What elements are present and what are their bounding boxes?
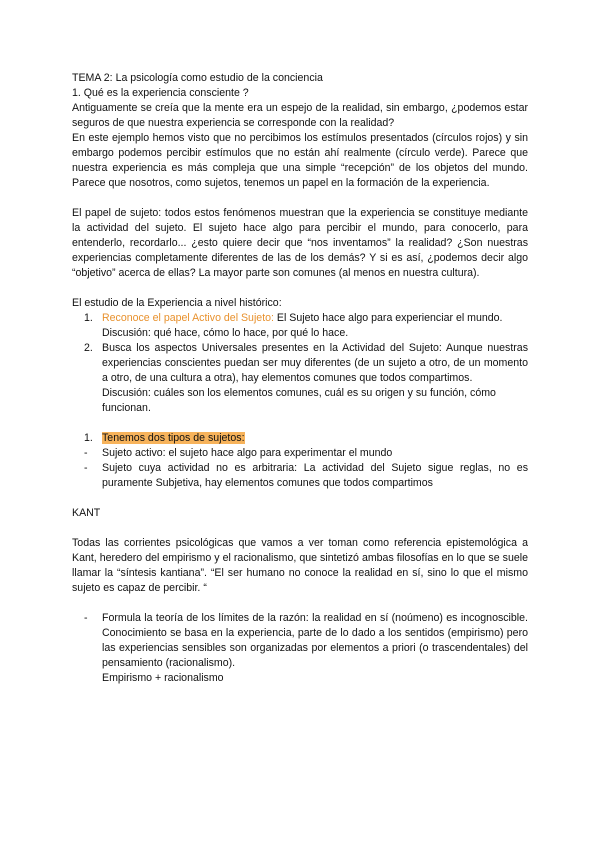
- list-item-text: Busca los aspectos Universales presentes en la Actividad del Sujeto: Aunque nuestras experiencias conscientes puedan ser muy diferentes (de un sujeto a otro, de un momento a otro, de una cultura a otra), hay elementos comunes que todos compartimos.: [102, 342, 528, 384]
- dash-marker: -: [84, 462, 88, 474]
- list-item: [72, 311, 528, 341]
- highlight-text: Reconoce el papel Activo del Sujeto:: [102, 312, 274, 324]
- paragraph-example: En este ejemplo hemos visto que no percibimos los estímulos presentados (círculos rojos) y sin embargo podemos percibir estímulos que no están ahí realmente (círculo verde). Parece que nuestra experiencia es más compleja que una simple “recepción” de los objetos del mundo. Parece que nosotros, como sujetos, tenemos un papel en la formación de la experiencia.: [72, 132, 528, 189]
- list-item-extra: Empirismo + racionalismo: [102, 672, 224, 684]
- list-item-text: Sujeto activo: el sujeto hace algo para experimentar el mundo: [102, 447, 393, 459]
- list-marker: 1.: [84, 312, 93, 324]
- highlighted-heading: Tenemos dos tipos de sujetos:: [102, 432, 245, 444]
- document-page: [72, 71, 528, 686]
- list-item-text: Formula la teoría de los límites de la razón: la realidad en sí (noúmeno) es incognoscible. Conocimiento se basa en la experiencia, parte de lo dado a los sentidos (empirismo) pero las experiencias sensibles son organizadas por elementos a priori (o trascendentales) del pensamiento (racionalismo).: [102, 612, 528, 669]
- discussion-text: Discusión: qué hace, cómo lo hace, por qué lo hace.: [102, 327, 349, 339]
- list-item: [72, 446, 528, 461]
- list-item: [72, 611, 528, 686]
- subjects-dash-list: [72, 446, 528, 491]
- list-marker: 1.: [84, 432, 93, 444]
- list-item: [72, 341, 528, 416]
- list-item: [72, 431, 528, 446]
- list-item-text: Sujeto cuya actividad no es arbitraria: La actividad del Sujeto sigue reglas, no es puramente Subjetiva, hay elementos comunes que todos compartimos: [102, 462, 528, 489]
- historic-list: [72, 311, 528, 416]
- paragraph-subject-role: El papel de sujeto: todos estos fenómenos muestran que la experiencia se constituye mediante la actividad del sujeto. El sujeto hace algo para percibir el mundo, para conocerlo, para entenderlo, recordarlo... ¿esto quiere decir que “nos inventamos” la realidad? ¿Son nuestras experiencias completamente diferentes de las de los demás? Y si es así, ¿podemos decir algo “objetivo” acerca de ellas? La mayor parte son comunes (al menos en nuestra cultura).: [72, 207, 528, 279]
- question-heading: 1. Qué es la experiencia consciente ?: [72, 87, 249, 99]
- list-marker: 2.: [84, 342, 93, 354]
- dash-marker: -: [84, 612, 88, 624]
- discussion-text: Discusión: cuáles son los elementos comunes, cuál es su origen y su función, cómo funcionan.: [102, 387, 496, 414]
- historic-heading: El estudio de la Experiencia a nivel histórico:: [72, 297, 282, 309]
- list-item-text: El Sujeto hace algo para experienciar el mundo.: [273, 312, 503, 324]
- dash-marker: -: [84, 447, 88, 459]
- document-title: TEMA 2: La psicología como estudio de la conciencia: [72, 72, 323, 84]
- kant-dash-list: [72, 611, 528, 686]
- list-item: [72, 461, 528, 491]
- subjects-list: [72, 431, 528, 446]
- paragraph-kant: Todas las corrientes psicológicas que vamos a ver toman como referencia epistemológica a Kant, heredero del empirismo y el racionalismo, que sintetizó ambas filosofías en lo que se suele llamar la “síntesis kantiana”. “El ser humano no conoce la realidad en sí, sino lo que el mismo sujeto es capaz de percibir. “: [72, 537, 528, 594]
- kant-heading: KANT: [72, 507, 101, 519]
- paragraph-intro: Antiguamente se creía que la mente era un espejo de la realidad, sin embargo, ¿podemos estar seguros de que nuestra experiencia se corresponde con la realidad?: [72, 102, 528, 129]
